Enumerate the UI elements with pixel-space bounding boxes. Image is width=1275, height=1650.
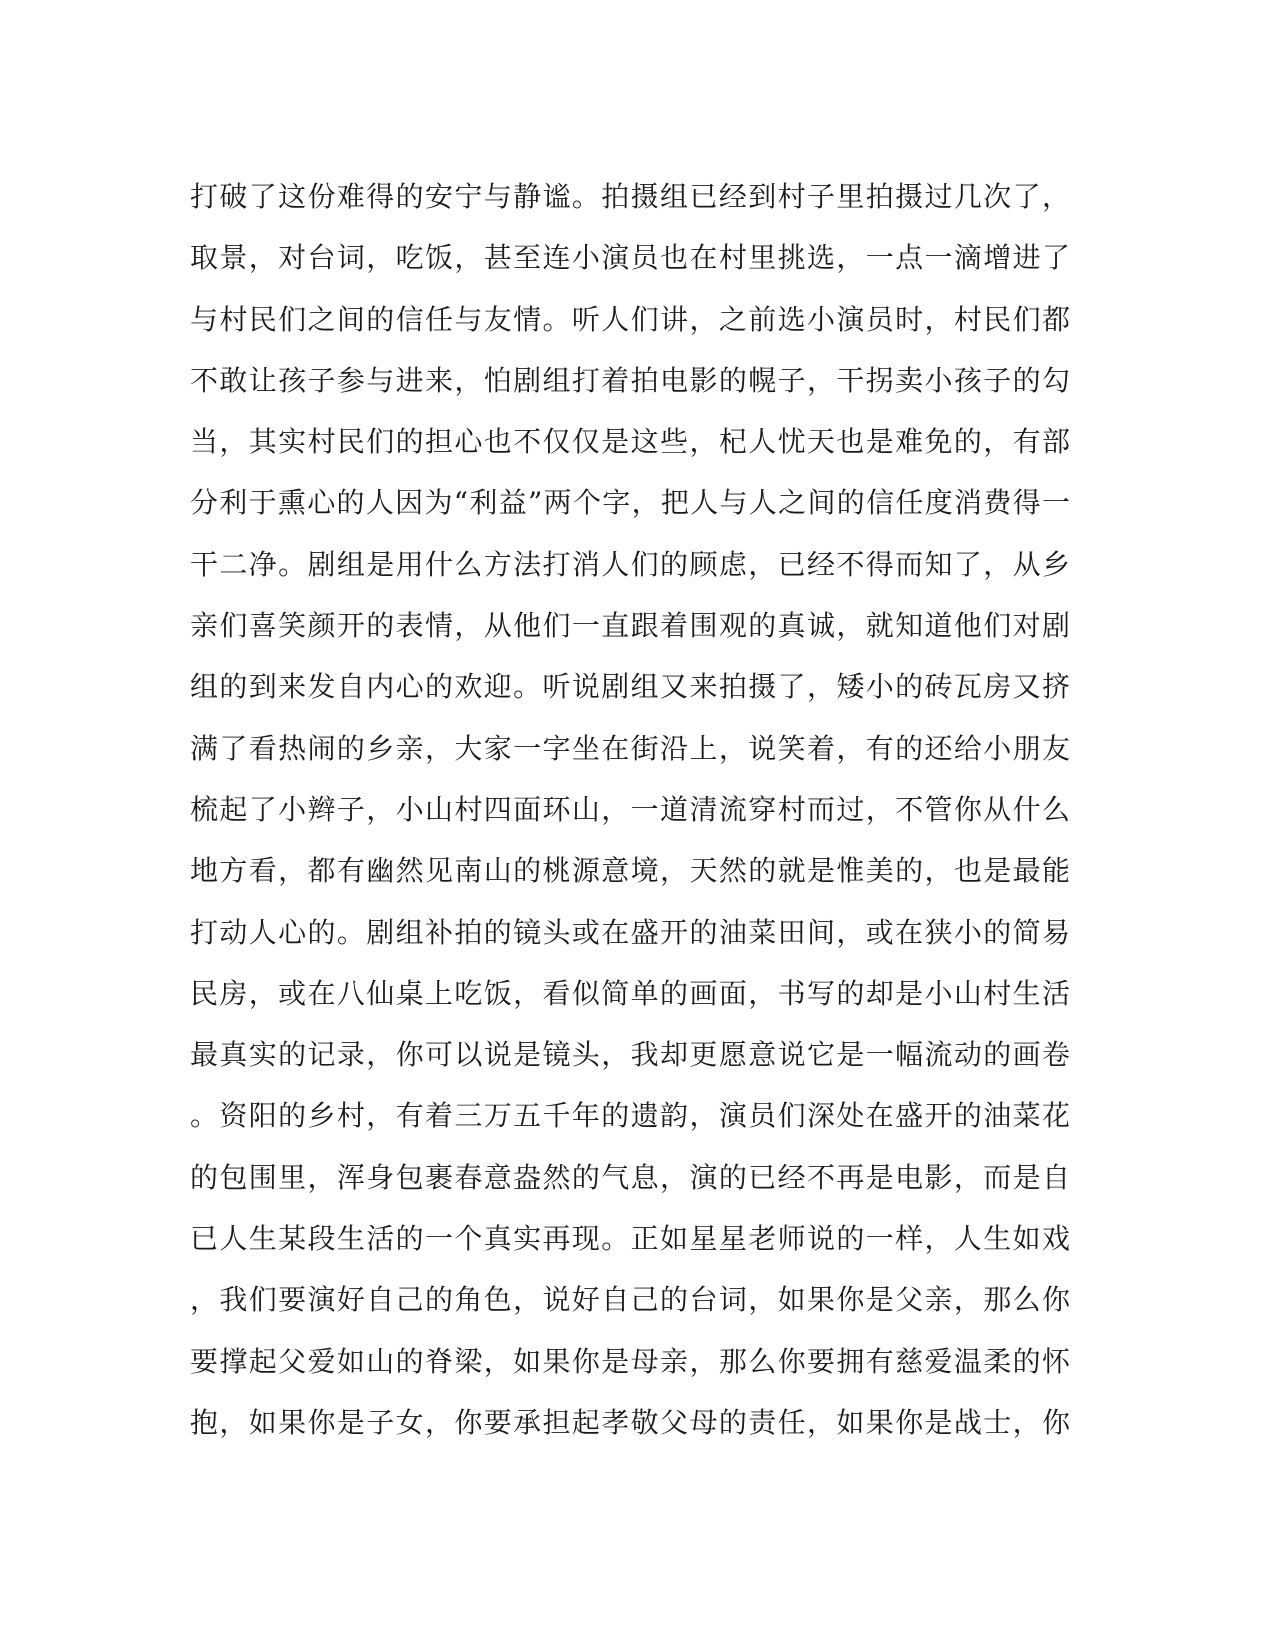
text-line: 亲们喜笑颜开的表情，从他们一直跟着围观的真诚，就知道他们对剧 [190,609,1070,643]
text-line: 梳起了小辫子，小山村四面环山，一道清流穿村而过，不管你从什么 [190,792,1070,826]
text-line: 满了看热闹的乡亲，大家一字坐在街沿上，说笑着，有的还给小朋友 [190,731,1070,765]
text-line: 民房，或在八仙桌上吃饭，看似简单的画面，书写的却是小山村生活 [190,976,1070,1010]
text-line: 分利于熏心的人因为“利益”两个字，把人与人之间的信任度消费得一 [190,486,1070,520]
text-line: 要撑起父爱如山的脊梁，如果你是母亲，那么你要拥有慈爱温柔的怀 [190,1344,1070,1378]
text-line: 干二净。剧组是用什么方法打消人们的顾虑，已经不得而知了，从乡 [190,547,1070,581]
text-line: 抱，如果你是子女，你要承担起孝敬父母的责任，如果你是战士，你 [190,1405,1070,1439]
text-line: 打动人心的。剧组补拍的镜头或在盛开的油菜田间，或在狭小的简易 [190,915,1070,949]
text-line: 。资阳的乡村，有着三万五千年的遗韵，演员们深处在盛开的油菜花 [190,1099,1070,1133]
text-line: 与村民们之间的信任与友情。听人们讲，之前选小演员时，村民们都 [190,302,1070,336]
text-line: 当，其实村民们的担心也不仅仅是这些，杞人忧天也是难免的，有部 [190,425,1070,459]
text-line: 打破了这份难得的安宁与静谧。拍摄组已经到村子里拍摄过几次了， [190,180,1070,213]
text-line: 不敢让孩子参与进来，怕剧组打着拍电影的幌子，干拐卖小孩子的勾 [190,363,1070,397]
body-text [190,166,1070,1453]
text-line: 的包围里，浑身包裹春意盎然的气息，演的已经不再是电影，而是自 [190,1160,1070,1194]
text-line: 取景，对台词，吃饭，甚至连小演员也在村里挑选，一点一滴增进了 [190,241,1070,275]
text-line: 组的到来发自内心的欢迎。听说剧组又来拍摄了，矮小的砖瓦房又挤 [190,670,1070,704]
text-line: 最真实的记录，你可以说是镜头，我却更愿意说它是一幅流动的画卷 [190,1038,1070,1072]
text-line: 已人生某段生活的一个真实再现。正如星星老师说的一样，人生如戏 [190,1222,1070,1256]
text-line: ，我们要演好自己的角色，说好自己的台词，如果你是父亲，那么你 [190,1283,1070,1317]
text-line: 地方看，都有幽然见南山的桃源意境，天然的就是惟美的，也是最能 [190,854,1070,888]
